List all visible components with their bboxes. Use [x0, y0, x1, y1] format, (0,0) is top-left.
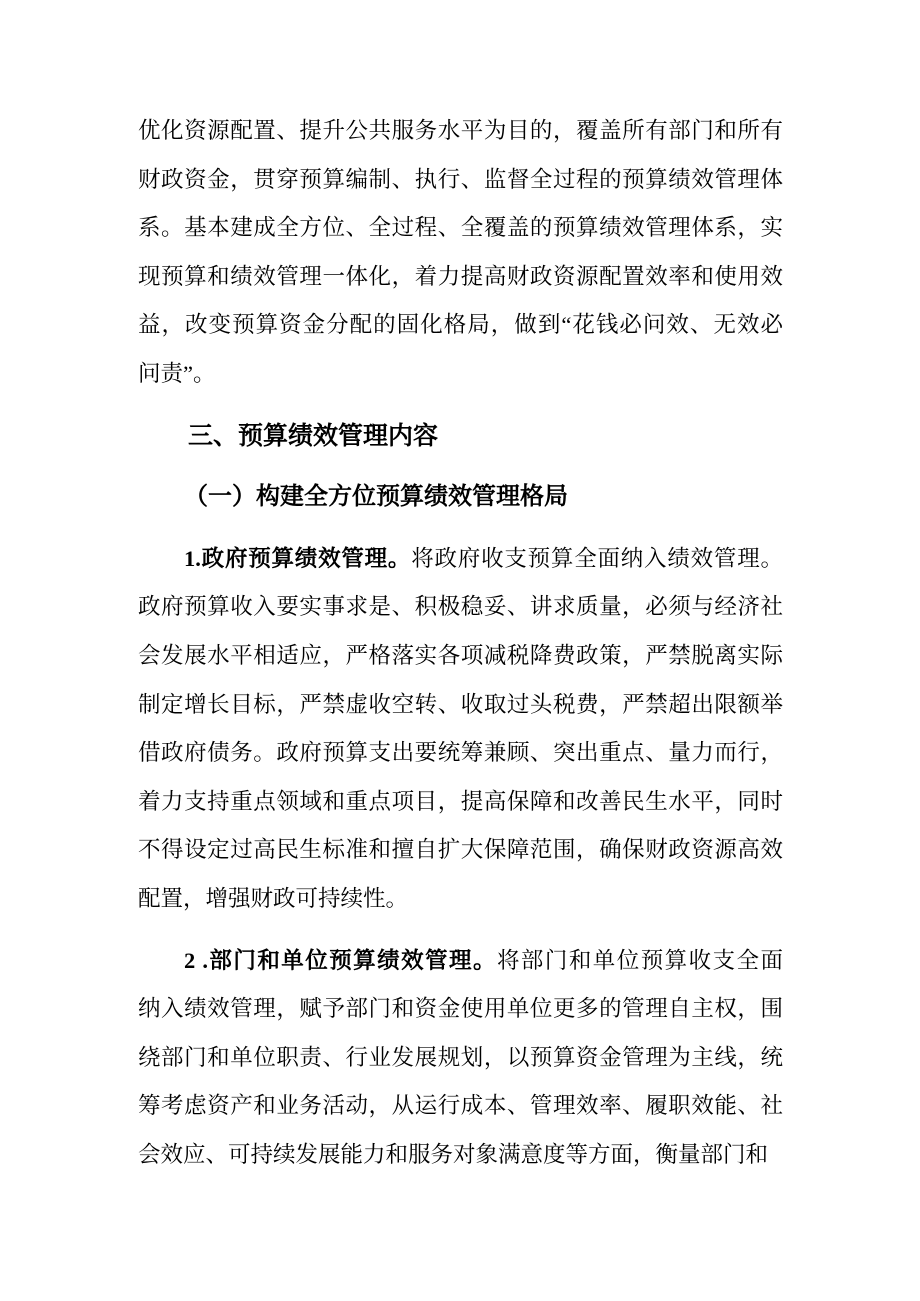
paragraph-intro-continuation-line	[138, 350, 783, 399]
bold-text-run: 三、预算绩效管理内容	[188, 421, 439, 450]
text-run: 政府预算收入要实事求是、积极稳妥、讲求质量，必须与经济社	[138, 594, 783, 620]
text-run: 不得设定过高民生标准和擅自扩大保障范围，确保财政资源高效	[138, 837, 783, 863]
paragraph-intro-continuation-line	[138, 301, 783, 350]
paragraph-government-budget-line	[138, 632, 783, 681]
text-run: 现预算和绩效管理一体化，着力提高财政资源配置效率和使用效	[138, 263, 783, 289]
bold-text-run: （一）构建全方位预算绩效管理格局	[184, 484, 568, 511]
section-heading-line	[138, 412, 783, 461]
paragraph-government-budget	[138, 535, 783, 924]
bold-text-run: 1.政府预算绩效管理。	[184, 545, 412, 571]
paragraph-government-budget-line	[138, 826, 783, 875]
paragraph-government-budget-line	[138, 681, 783, 730]
text-run: 借政府债务。政府预算支出要统筹兼顾、突出重点、量力而行，	[138, 740, 783, 766]
text-run: 筹考虑资产和业务活动，从运行成本、管理效率、履职效能、社	[138, 1093, 783, 1119]
paragraph-intro-continuation-line	[138, 253, 783, 302]
paragraph-department-budget-line	[138, 1131, 783, 1180]
text-run: 会效应、可持续发展能力和服务对象满意度等方面，衡量部门和	[138, 1141, 769, 1167]
paragraph-government-budget-line	[138, 535, 783, 584]
text-run: 系。基本建成全方位、全过程、全覆盖的预算绩效管理体系，实	[138, 215, 783, 241]
paragraph-government-budget-line	[138, 729, 783, 778]
subsection-heading-line	[138, 473, 783, 522]
subsection-heading	[138, 473, 783, 522]
paragraph-government-budget-line	[138, 583, 783, 632]
text-run: 着力支持重点领域和重点项目，提高保障和改善民生水平，同时	[138, 788, 783, 814]
text-run: 财政资金，贯穿预算编制、执行、监督全过程的预算绩效管理体	[138, 166, 783, 192]
text-run: 问责”。	[138, 360, 216, 386]
paragraph-government-budget-line	[138, 778, 783, 827]
text-run: 将部门和单位预算收支全面	[496, 947, 783, 973]
paragraph-intro-continuation	[138, 107, 783, 399]
text-run: 制定增长目标，严禁虚收空转、收取过头税费，严禁超出限额举	[138, 691, 783, 717]
paragraph-intro-continuation-line	[138, 204, 783, 253]
paragraph-department-budget-line	[138, 1082, 783, 1131]
text-run: 配置，增强财政可持续性。	[138, 885, 409, 911]
text-run: 纳入绩效管理，赋予部门和资金使用单位更多的管理自主权，围	[138, 996, 783, 1022]
text-run: 会发展水平相适应，严格落实各项减税降费政策，严禁脱离实际	[138, 642, 783, 668]
paragraph-department-budget-line	[138, 1034, 783, 1083]
text-run: 益，改变预算资金分配的固化格局，做到“花钱必问效、无效必	[138, 312, 783, 338]
bold-text-run: 2 .部门和单位预算绩效管理。	[184, 947, 497, 973]
text-run: 绕部门和单位职责、行业发展规划，以预算资金管理为主线，统	[138, 1044, 783, 1070]
paragraph-government-budget-line	[138, 875, 783, 924]
section-heading	[138, 412, 783, 461]
paragraph-intro-continuation-line	[138, 156, 783, 205]
paragraph-department-budget-line	[138, 985, 783, 1034]
paragraph-department-budget-line	[138, 937, 783, 986]
paragraph-intro-continuation-line	[138, 107, 783, 156]
paragraph-department-budget	[138, 937, 783, 1180]
text-run: 优化资源配置、提升公共服务水平为目的，覆盖所有部门和所有	[138, 118, 783, 143]
text-run: 将政府收支预算全面纳入绩效管理。	[411, 545, 783, 571]
